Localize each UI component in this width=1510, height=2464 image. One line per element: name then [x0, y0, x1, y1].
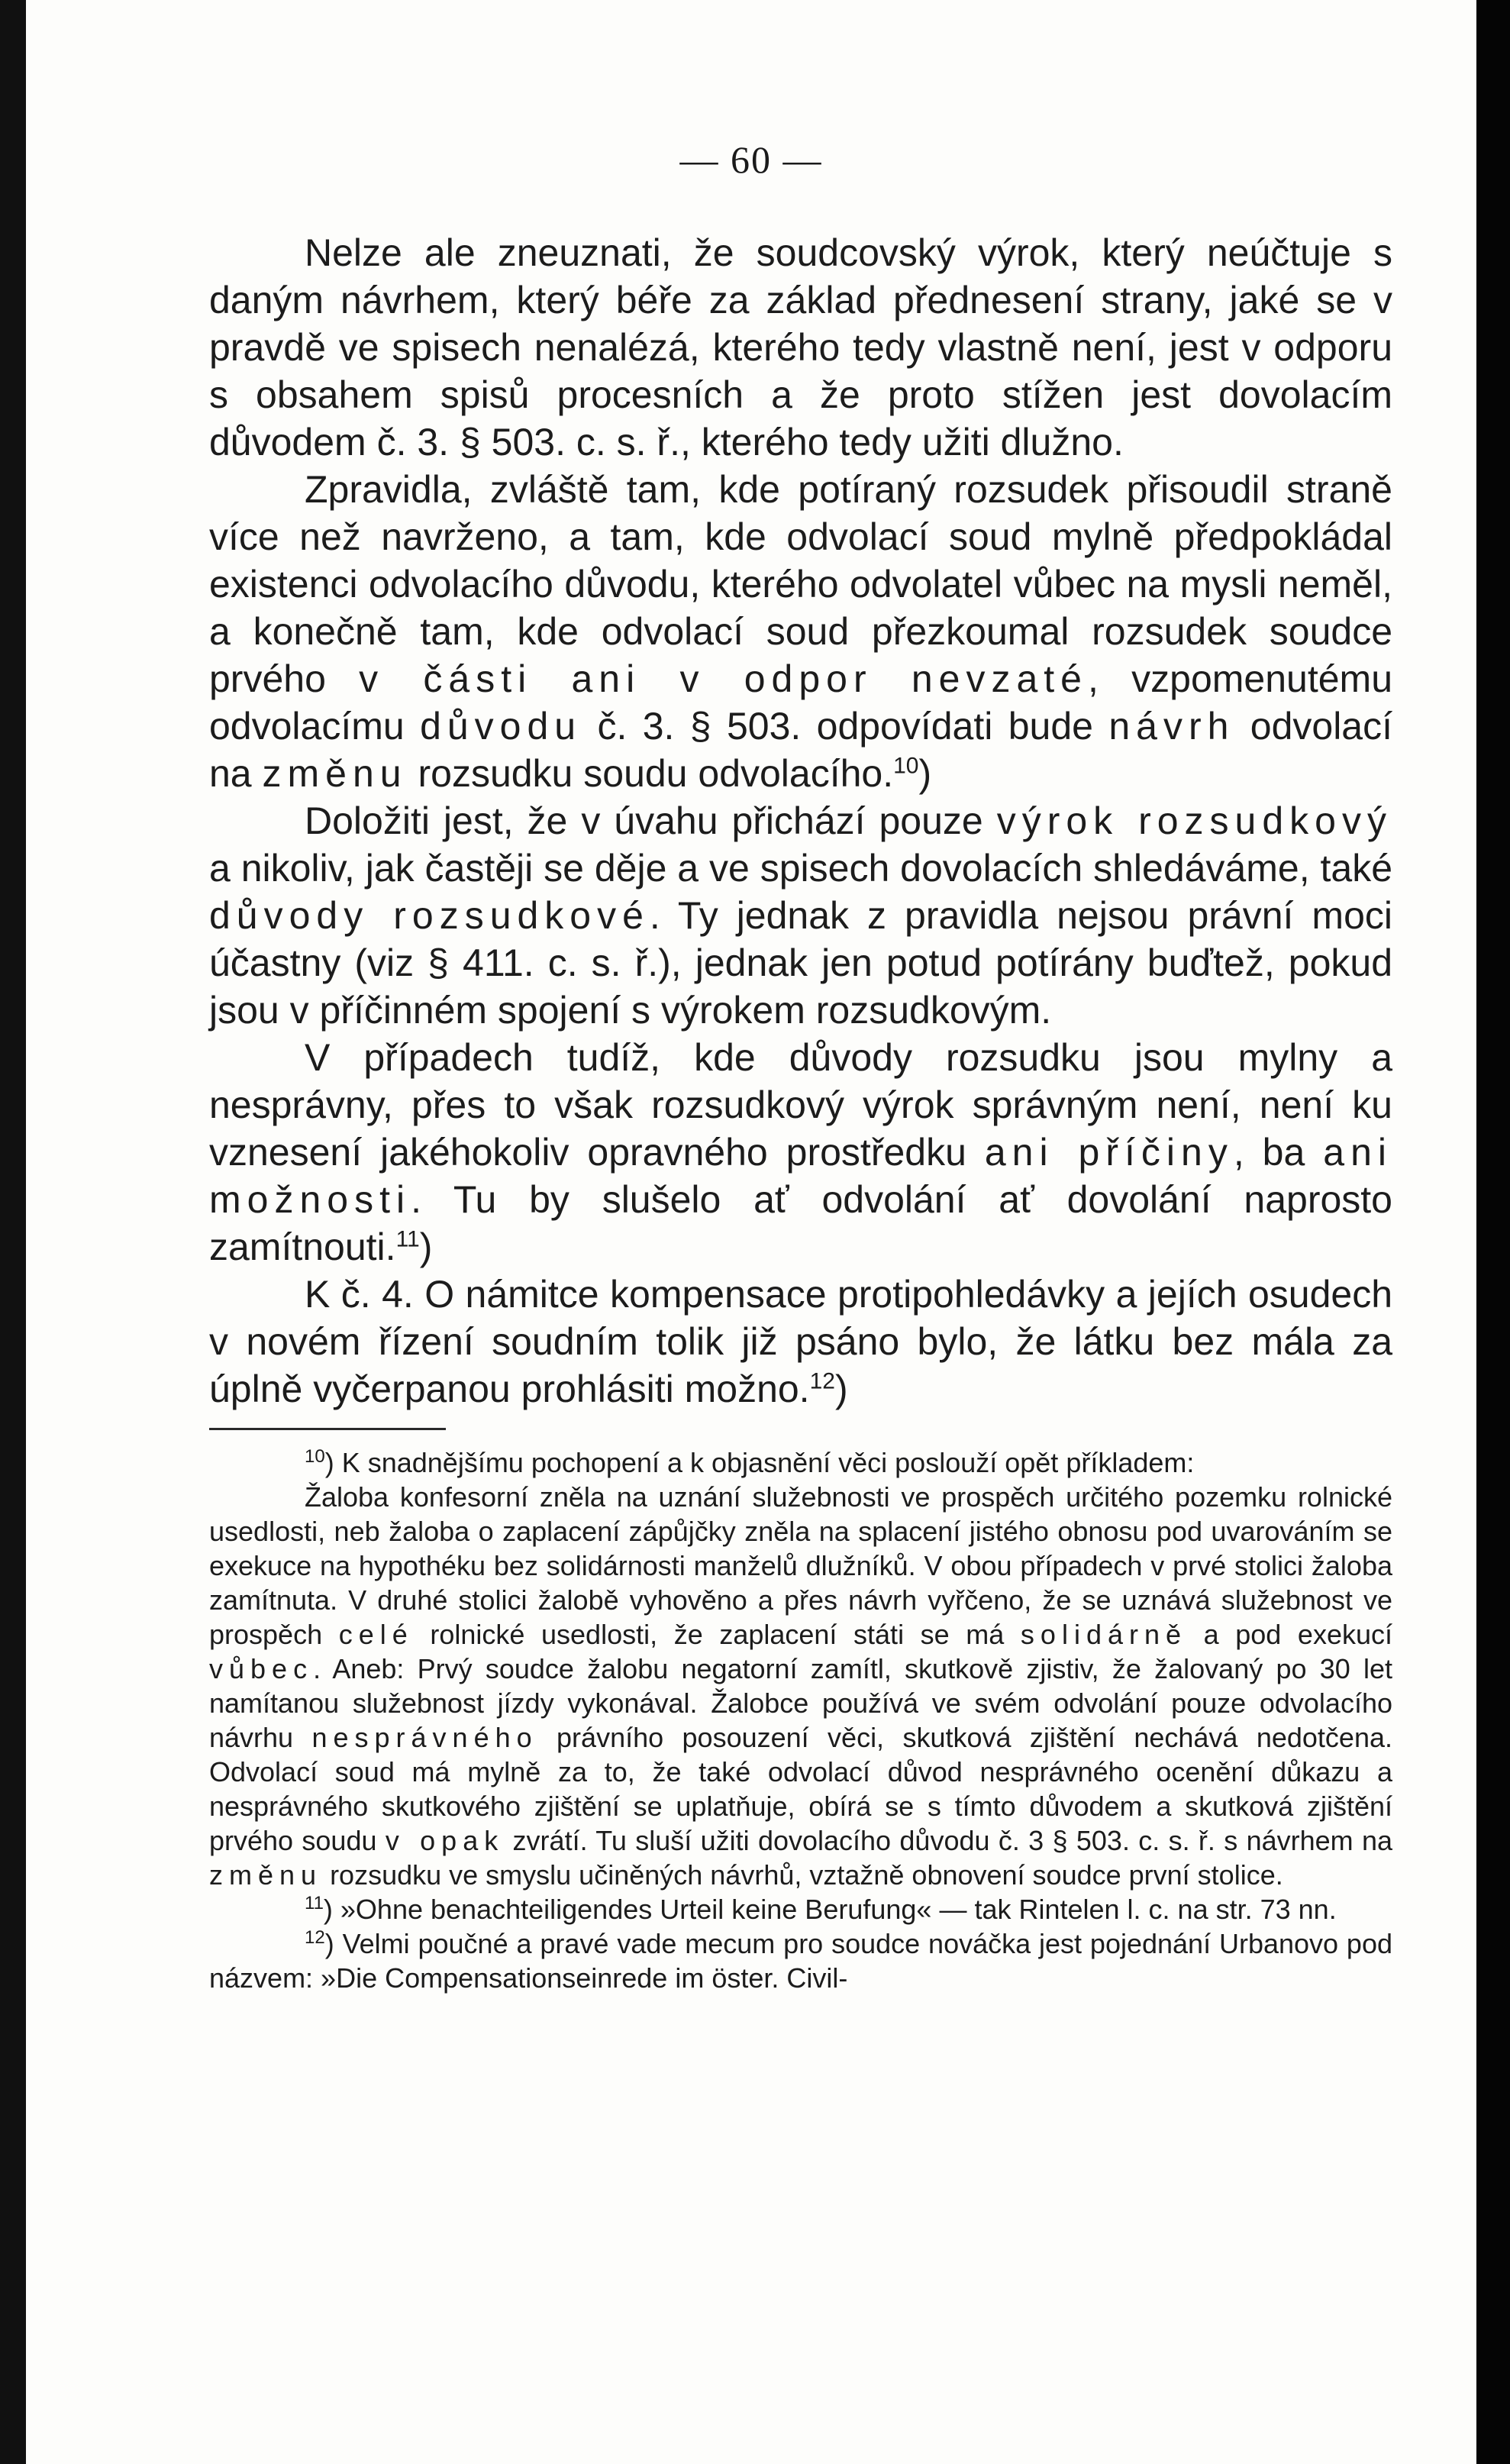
footnote-ref: 12 — [809, 1368, 835, 1394]
text-run: , ba — [1233, 1131, 1324, 1174]
text-run: rozsudku soudu odvolacího. — [407, 752, 894, 795]
footnote-ref: 10 — [893, 753, 919, 779]
footnote — [209, 1480, 1392, 1892]
text-run: a nikoliv, jak častěji se děje a ve spisech dovolacích shledáváme, také — [209, 847, 1392, 890]
text-run: zvrátí. Tu sluší užiti dovolacího důvodu č. 3 § 503. c. s. ř. s návrhem na — [504, 1825, 1393, 1856]
text-run: ) — [834, 1368, 848, 1410]
footnote — [209, 1445, 1392, 1480]
text-run: V případech tudíž, kde důvody rozsudku jsou mylny a nesprávny, přes to však rozsudkový výrok správným není, není ku vznesení jakéhokoliv opravného prostředku — [209, 1036, 1392, 1174]
footnote-ref: 11 — [395, 1226, 420, 1252]
paragraph — [209, 797, 1392, 1034]
spaced-emphasis: celé — [338, 1619, 414, 1650]
text-run: ) »Ohne benachteiligendes Urteil keine Berufung« — tak Rintelen l. c. na str. 73 nn. — [323, 1894, 1337, 1925]
text-run: odvolací na — [209, 705, 1392, 795]
paragraph — [209, 466, 1392, 797]
text-run: ) K snadnějšímu pochopení a k objasnění věci poslouží opět příkladem: — [324, 1447, 1195, 1478]
text-run: Zpravidla, zvláště tam, kde potíraný rozsudek přisoudil straně více než navrženo, a tam, kde odvolací soud mylně předpokládal existenci odvolacího důvodu, kterého odvolatel vůbec na mysli neměl, a konečně tam, kde odvolací soud přezkoumal rozsudek soudce prvého — [209, 468, 1392, 700]
paragraph — [209, 1271, 1392, 1413]
scan-border-right — [1476, 0, 1510, 2464]
spaced-emphasis: důvody rozsudkové — [209, 894, 650, 937]
spaced-emphasis: ani příčiny — [984, 1131, 1234, 1174]
footnote — [209, 1926, 1392, 1995]
footnote-ref: 10 — [305, 1446, 325, 1467]
paragraph — [209, 229, 1392, 466]
spaced-emphasis: výrok rozsudkový — [996, 799, 1392, 842]
text-run: rozsudku ve smyslu učiněných návrhů, vztažně obnovení soudce první stolice. — [322, 1859, 1283, 1891]
spaced-emphasis: změnu — [209, 1859, 323, 1891]
text-run: Nelze ale zneuznati, že soudcovský výrok, který neúčtuje s daným návrhem, který béře za základ přednesení strany, jaké se v pravdě ve spisech nenalézá, kterého tedy vlastně není, jest v odporu s obsahem spisů procesních a že proto stížen jest dovolacím důvodem č. 3. § 503. c. s. ř., kterého tedy užiti dlužno. — [209, 231, 1392, 463]
paragraph — [209, 1034, 1392, 1271]
footnote — [209, 1892, 1392, 1926]
page-number: — 60 — — [679, 138, 823, 181]
page-body — [209, 229, 1392, 1995]
footnote-ref: 11 — [305, 1893, 324, 1913]
book-page — [26, 0, 1476, 2464]
spaced-emphasis: v opak — [385, 1825, 505, 1856]
text-run: . Tu by slušelo ať odvolání ať dovolání naprosto zamítnouti. — [209, 1178, 1392, 1268]
text-run: právního posouzení věci, skutková zjištění nechává nedotčena. Odvolací soud má mylně za to, že také odvolací důvod nesprávného ocenění důkazu a nesprávného skutkového zjištění se uplatňuje, obírá se s tímto důvodem a skutková zjištění prvého soudu — [209, 1722, 1392, 1856]
text-run: rolnické usedlosti, že zaplacení státi se má — [413, 1619, 1021, 1650]
text-run: ) — [419, 1226, 433, 1268]
spaced-emphasis: v části ani v odpor nevzaté — [359, 657, 1088, 700]
spaced-emphasis: vůbec — [209, 1653, 314, 1684]
text-run: a pod exekucí — [1187, 1619, 1392, 1650]
scan-border-left — [0, 0, 26, 2464]
spaced-emphasis: změnu — [262, 752, 408, 795]
text-run: č. 3. § 503. odpovídati bude — [582, 705, 1109, 748]
text-run: ) Velmi poučné a pravé vade mecum pro soudce nováčka jest pojednání Urbanovo pod názvem: »Die Compensationseinrede im öster. Civil- — [209, 1928, 1392, 1994]
spaced-emphasis: ani možnosti — [209, 1131, 1392, 1221]
spaced-emphasis: důvodu — [420, 705, 582, 748]
spaced-emphasis: nesprávného — [311, 1722, 538, 1753]
spaced-emphasis: návrh — [1108, 705, 1235, 748]
text-run: K č. 4. O námitce kompensace protipohledávky a jejích osudech v novém řízení soudním tolik již psáno bylo, že látku bez mála za úplně vyčerpanou prohlásiti možno. — [209, 1273, 1392, 1410]
text-run: ) — [918, 752, 932, 795]
text-run: . Ty jednak z pravidla nejsou právní moci účastny (viz § 411. c. s. ř.), jednak jen potud potírány buďtež, pokud jsou v příčinném spojení s výrokem rozsudkovým. — [209, 894, 1392, 1032]
text-run: Žaloba konfesorní zněla na uznání služebnosti ve prospěch určitého pozemku rolnické usedlosti, neb žaloba o zaplacení zápůjčky zněla na splacení jistého obnosu pod uvarováním se exekuce na hypothéku bez solidárnosti manželů dlužníků. V obou případech v prvé stolici žaloba zamítnuta. V druhé stolici žalobě vyhověno a přes návrh vyřčeno, že se uznává služebnost ve prospěch — [209, 1481, 1392, 1650]
text-run: Doložiti jest, že v úvahu přichází pouze — [305, 799, 997, 842]
main-text — [209, 229, 1392, 1413]
text-run: , vzpomenutému odvolacímu — [209, 657, 1392, 748]
footnote-ref: 12 — [305, 1927, 325, 1948]
text-run: . Aneb: Prvý soudce žalobu negatorní zamítl, skutkově zjistiv, že žalovaný po 30 let namítanou služebnost jízdy vykonával. Žalobce používá ve svém odvolání pouze odvolacího návrhu — [209, 1653, 1392, 1753]
footnotes — [209, 1445, 1392, 1995]
spaced-emphasis: solidárně — [1020, 1619, 1188, 1650]
footnote-separator — [209, 1428, 446, 1430]
